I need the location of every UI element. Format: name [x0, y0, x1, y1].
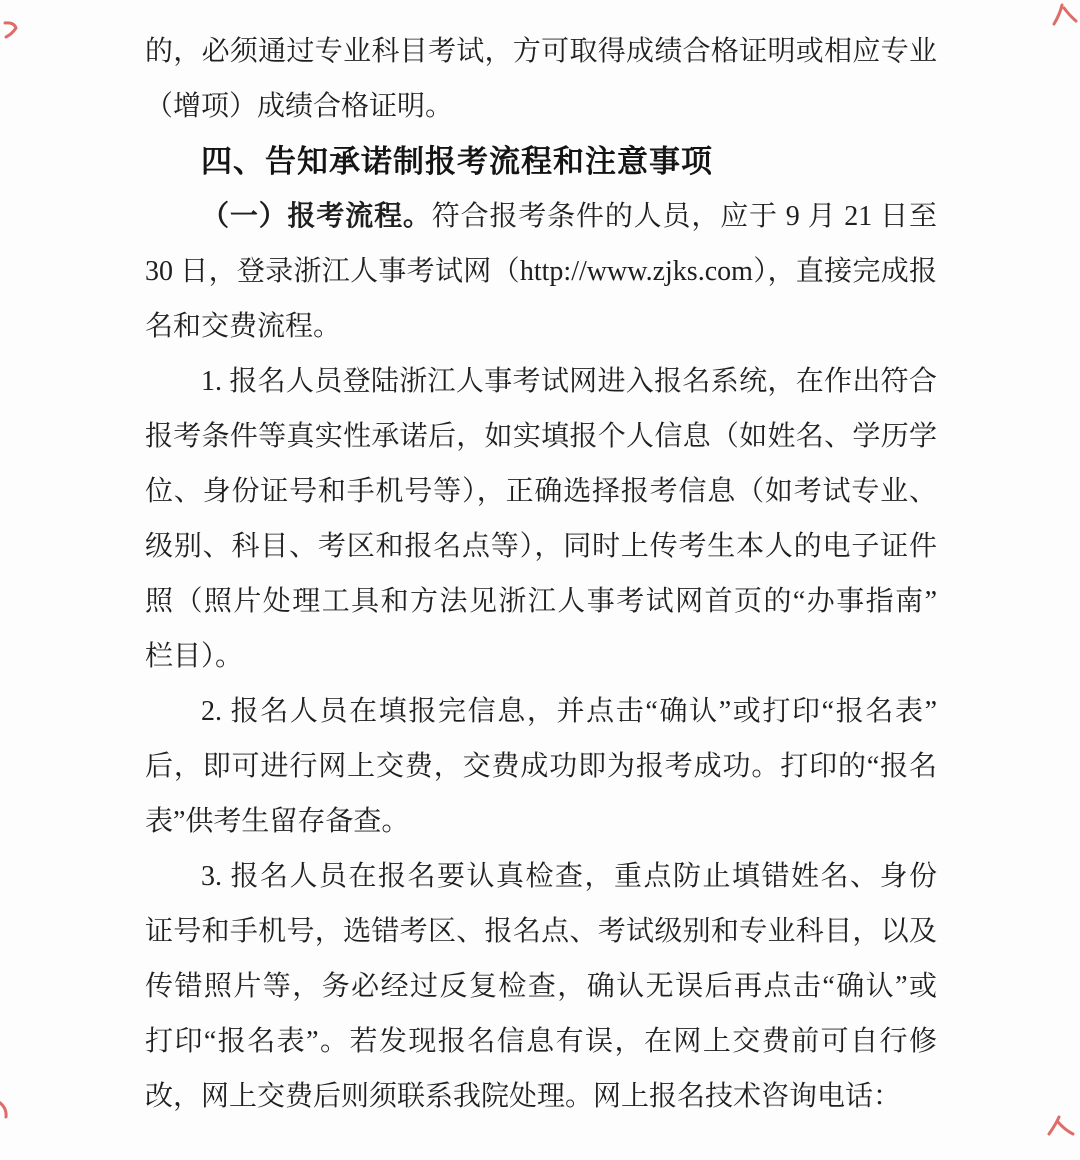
line-06-seg-1: 名和交费流程。 [145, 311, 342, 342]
line-14-seg-1: 后，即可进行网上交费，交费成功即为报考成功。打印的“报名 [145, 751, 937, 782]
red-corner-mark-top-right [1050, 2, 1078, 28]
line-19 [145, 1014, 937, 1069]
line-06 [145, 299, 937, 354]
line-13 [145, 684, 937, 739]
line-05-seg-1: 30 日，登录浙江人事考试网（http://www.zjks.com），直接完成报 [145, 256, 937, 287]
line-13-seg-1: 2. 报名人员在填报完信息，并点击“确认”或打印“报名表” [201, 696, 937, 727]
line-12-seg-1: 栏目）。 [145, 641, 244, 672]
line-10-seg-1: 级别、科目、考区和报名点等），同时上传考生本人的电子证件 [145, 531, 937, 562]
line-11-seg-1: 照（照片处理工具和方法见浙江人事考试网首页的“办事指南” [145, 586, 937, 617]
red-corner-mark-bottom-right [1046, 1114, 1076, 1138]
line-02-seg-1: （增项）成绩合格证明。 [145, 91, 454, 122]
line-02 [145, 79, 937, 134]
line-16 [145, 849, 937, 904]
line-08-seg-1: 报考条件等真实性承诺后，如实填报个人信息（如姓名、学历学 [145, 421, 937, 452]
line-04-seg-2: 符合报考条件的人员，应于 9 月 21 日至 [431, 201, 937, 232]
document-body [145, 24, 937, 1124]
line-16-seg-1: 3. 报名人员在报名要认真检查，重点防止填错姓名、身份 [201, 861, 937, 892]
line-09-seg-1: 位、身份证号和手机号等），正确选择报考信息（如考试专业、 [145, 476, 937, 507]
line-20 [145, 1069, 937, 1124]
line-15 [145, 794, 937, 849]
red-corner-mark-bottom-left [0, 1100, 11, 1120]
line-01 [145, 24, 937, 79]
line-18 [145, 959, 937, 1014]
line-10 [145, 519, 937, 574]
line-09 [145, 464, 937, 519]
line-08 [145, 409, 937, 464]
line-20-seg-1: 改，网上交费后则须联系我院处理。网上报名技术咨询电话： [145, 1081, 902, 1112]
line-01-seg-1: 的，必须通过专业科目考试，方可取得成绩合格证明或相应专业 [145, 36, 937, 67]
line-11 [145, 574, 937, 629]
line-17 [145, 904, 937, 959]
line-19-seg-1: 打印“报名表”。若发现报名信息有误，在网上交费前可自行修 [145, 1026, 937, 1057]
line-05 [145, 244, 937, 299]
line-07-seg-1: 1. 报名人员登陆浙江人事考试网进入报名系统，在作出符合 [201, 366, 937, 397]
heading-section-4-seg-1: 四、告知承诺制报考流程和注意事项 [201, 144, 713, 179]
line-07 [145, 354, 937, 409]
line-04 [145, 189, 937, 244]
line-18-seg-1: 传错照片等，务必经过反复检查，确认无误后再点击“确认”或 [145, 971, 937, 1002]
line-04-seg-1: （一）报考流程。 [201, 201, 432, 232]
line-17-seg-1: 证号和手机号，选错考区、报名点、考试级别和专业科目，以及 [145, 916, 937, 947]
line-14 [145, 739, 937, 794]
line-15-seg-1: 表”供考生留存备查。 [145, 806, 410, 837]
heading-section-4 [145, 134, 937, 189]
red-corner-mark-top-left [2, 20, 20, 40]
line-12 [145, 629, 937, 684]
